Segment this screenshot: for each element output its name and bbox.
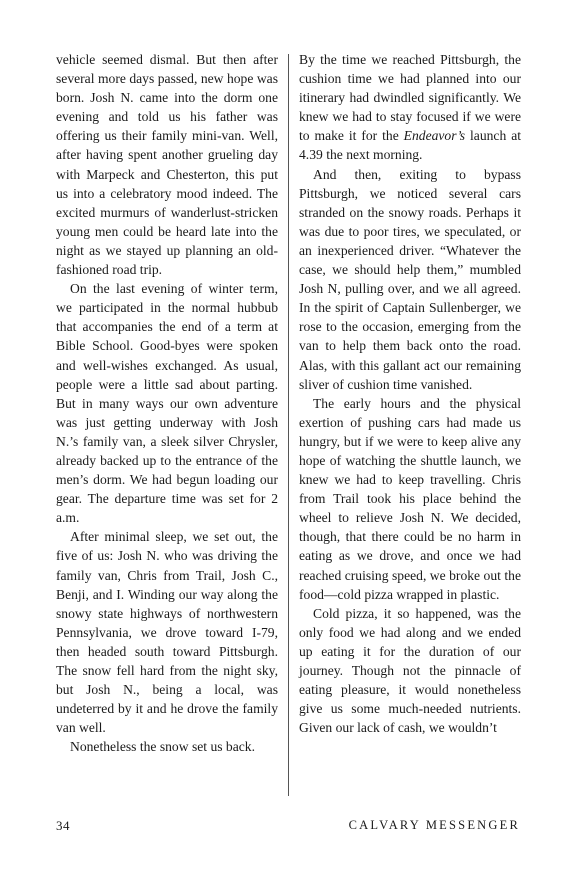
paragraph <box>299 50 521 165</box>
running-footer-title: CALVARY MESSENGER <box>348 818 520 832</box>
left-column <box>56 50 278 756</box>
paragraph: On the last evening of winter term, we participated in the normal hubbub that accompanies the end of a term at Bible School. Good-byes were spoken and well-wishes exchanged. As usual, people were a little sad about parting. But in many ways our own adventure was just getting underway with Josh N.’s family van, a sleek silver Chrysler, already backed up to the entrance of the men’s dorm. We had begun loading our gear. The departure time was set for 2 a.m. <box>56 281 278 526</box>
paragraph: Nonetheless the snow set us back. <box>70 739 255 755</box>
paragraph: Cold pizza, it so happened, was the only food we had along and we ended up eating it for the duration of our journey. Though not the pinnacle of eating pleasure, it would nonetheless give us some much-needed nutrients. Given our lack of cash, we wouldn’t <box>299 605 521 736</box>
paragraph: And then, exiting to bypass Pittsburgh, we noticed several cars stranded on the snowy roads. Perhaps it was due to poor tires, we speculated, or an inexperienced driver. “Whatever the case, we should help them,” mumbled Josh N, pulling over, and we all agreed. In the spirit of Captain Sullenberger, we rose to the occasion, emerging from the van to help them back onto the road. Alas, with this gallant act our remaining sliver of cushion time vanished. <box>299 166 521 392</box>
paragraph-text: launch at 4.39 the next morning. <box>299 128 521 163</box>
column-divider <box>288 54 289 796</box>
paragraph: The early hours and the physical exertion of pushing cars had made us hungry, but if we were to keep alive any hope of watching the shuttle launch, we knew we had to keep travelling. Chris from Trail took his place behind the wheel to relieve Josh N. We decided, though, that there could be no harm in eating as we drove, and once we had reached cruising speed, we broke out the food—cold pizza wrapped in plastic. <box>299 395 521 602</box>
page-number: 34 <box>56 818 70 833</box>
paragraph-continued: vehicle seemed dismal. But then after several more days passed, new hope was born. Josh N. came into the dorm one evening and told us his father was offering us their family mini-van. Well, after having spent another grueling day with Marpeck and Chesterton, this put us into a celebratory mood indeed. The excited murmurs of wanderlust-stricken young men could be heard late into the night as we stayed up planning an old-fashioned road trip. <box>56 52 278 278</box>
paragraph-text: By the time we reached Pittsburgh, the cushion time we had planned into our itinerary had dwindled significantly. We knew we had to stay focused if we were to make it for the <box>299 52 521 144</box>
right-column <box>299 50 521 737</box>
paragraph: After minimal sleep, we set out, the five of us: Josh N. who was driving the family van, Chris from Trail, Josh C., Benji, and I. Winding our way along the snowy state highways of northwestern Pennsylvania, we drove toward I-79, then headed south toward Pittsburgh. The snow fell hard from the night sky, but Josh N., being a local, was undeterred by it and he drove the family van well. <box>56 529 278 736</box>
shuttle-name: Endeavor’s <box>403 128 466 144</box>
